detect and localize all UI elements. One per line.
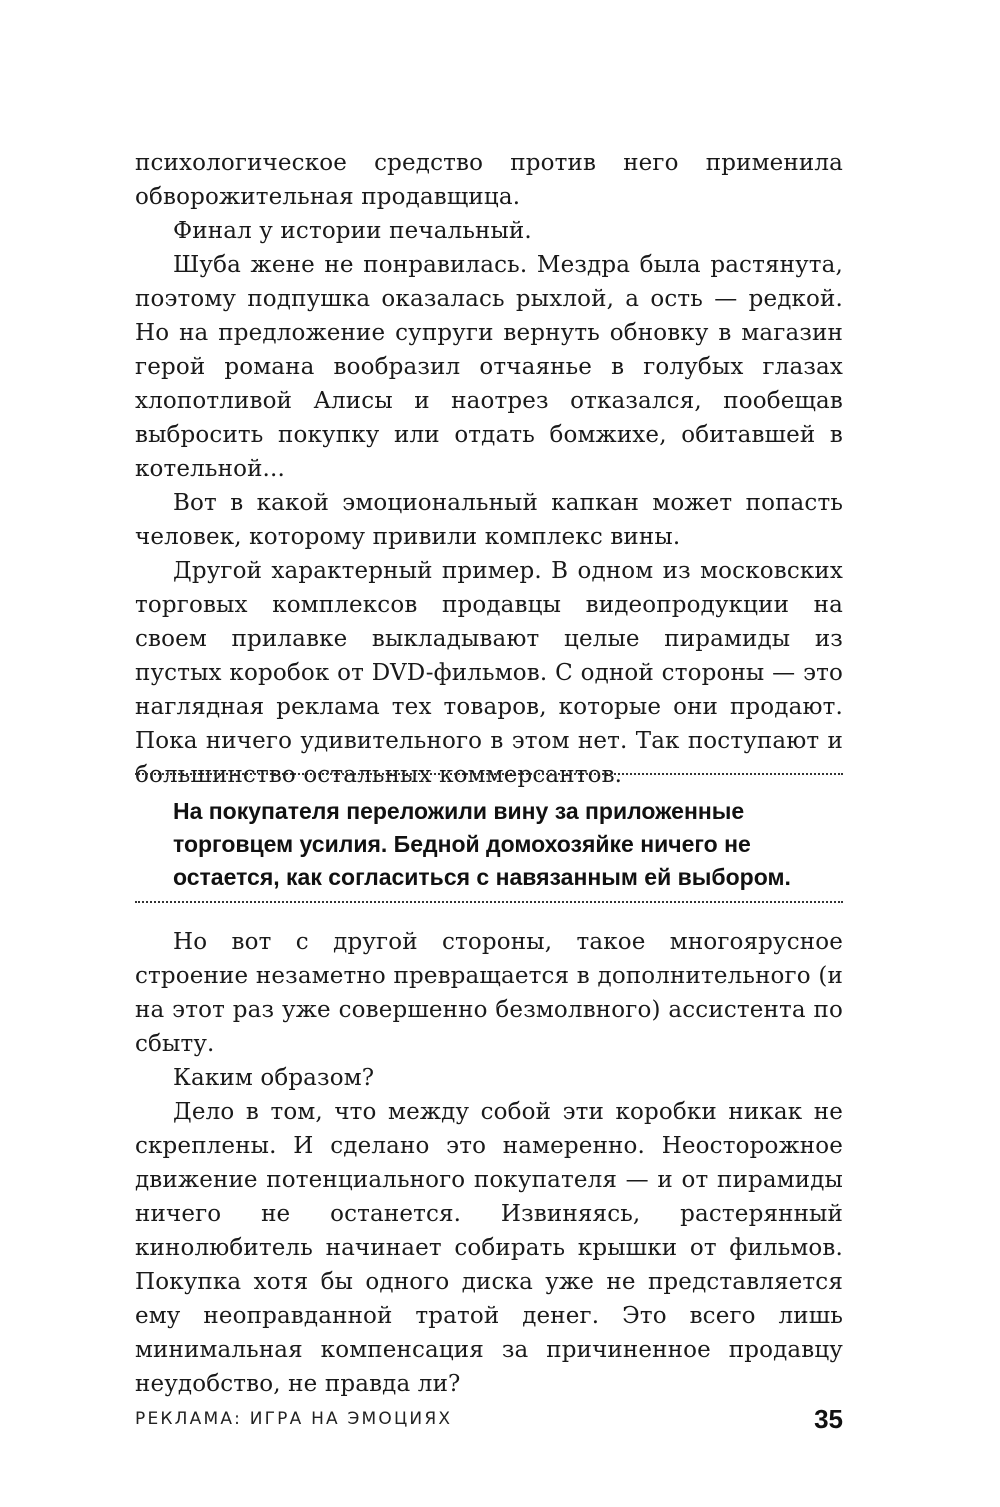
paragraph: Вот в какой эмоциональный капкан может попасть человек, которому привили комплекс вины. xyxy=(135,490,843,550)
body-text-bottom xyxy=(135,925,843,1401)
paragraph: Каким образом? xyxy=(173,1065,375,1091)
paragraph: Но вот с другой стороны, такое многоярусное строение незаметно превращается в дополнительного (и на этот раз уже совершенно безмолвного) ассистента по сбыту. xyxy=(135,929,843,1057)
page-number: 35 xyxy=(814,1404,843,1434)
callout-text: На покупателя переложили вину за приложенные торговцем усилия. Бедной домохозяйке ничего не остается, как согласиться с навязанным ей выбором. xyxy=(173,798,791,890)
paragraph-continuation: психологическое средство против него применила обворожительная продавщица. xyxy=(135,150,843,210)
paragraph: Шуба жене не понравилась. Мездра была растянута, поэтому подпушка оказалась рыхлой, а ость — редкой. Но на предложение супруги вернуть обновку в магазин герой романа вообразил отчаянье в голубых глазах хлопотливой Алисы и наотрез отказался, пообещав выбросить покупку или отдать бомжихе, обитавшей в котельной... xyxy=(135,252,843,482)
paragraph: Дело в том, что между собой эти коробки никак не скреплены. И сделано это намеренно. Неосторожное движение потенциального покупателя — и от пирамиды ничего не останется. Извиняясь, растерянный кинолюбитель начинает собирать крышки от фильмов. Покупка хотя бы одного диска уже не представляется ему неоправданной тратой денег. Это всего лишь минимальная компенсация за причиненное продавцу неудобство, не правда ли? xyxy=(135,1099,843,1397)
body-text-top xyxy=(135,146,843,792)
running-title: РЕКЛАМА: ИГРА НА ЭМОЦИЯХ xyxy=(135,1409,453,1429)
paragraph: Финал у истории печальный. xyxy=(173,218,532,244)
callout-box xyxy=(135,773,843,903)
paragraph: Другой характерный пример. В одном из московских торговых комплексов продавцы видеопродукции на своем прилавке выкладывают целые пирамиды из пустых коробок от DVD-фильмов. С одной стороны — это наглядная реклама тех товаров, которые они продают. Пока ничего удивительного в этом нет. Так поступают и большинство остальных коммерсантов. xyxy=(135,558,843,788)
